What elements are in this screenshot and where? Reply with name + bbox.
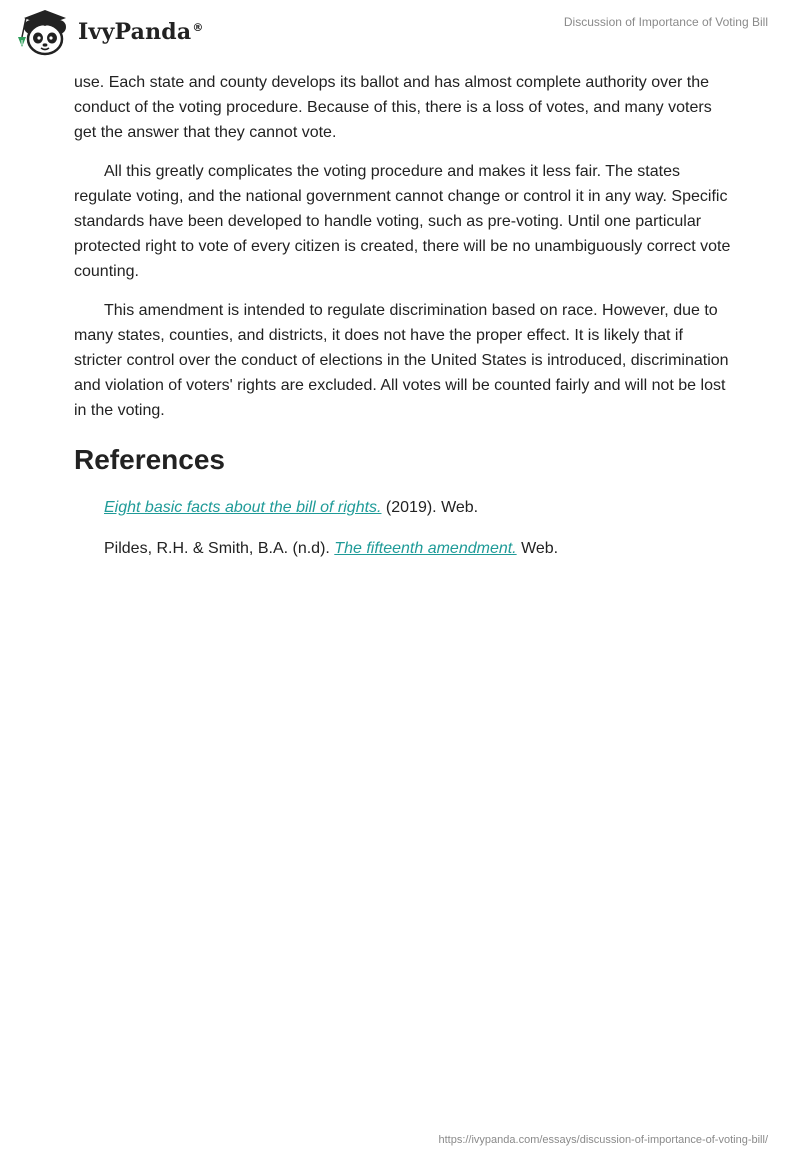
references-heading: References	[74, 444, 225, 475]
footer-url[interactable]: https://ivypanda.com/essays/discussion-of-importance-of-voting-bill/	[438, 1134, 768, 1146]
registered-mark: ®	[192, 20, 204, 34]
paragraph-continued: use. Each state and county develops its ballot and has almost complete authority over the conduct of the voting procedure. Because of this, there is a loss of votes, and many voters get the answer that they cannot vote.	[74, 74, 712, 141]
reference-suffix: Web.	[516, 540, 559, 557]
ivypanda-logo[interactable]	[14, 7, 204, 57]
paragraph: All this greatly complicates the voting procedure and makes it less fair. The states regulate voting, and the national government cannot change or control it in any way. Specific standards have been developed to handle voting, such as pre-voting. Until one particular protected right to vote of every citizen is created, there will be no unambiguously correct vote counting.	[74, 163, 731, 280]
reference-item	[104, 538, 734, 560]
page-header	[0, 0, 800, 60]
brand-name-text: IvyPanda	[78, 19, 192, 45]
reference-prefix: Pildes, R.H. & Smith, B.A. (n.d).	[104, 540, 335, 557]
reference-link[interactable]: Eight basic facts about the bill of rights.	[104, 499, 382, 516]
reference-suffix: (2019). Web.	[381, 499, 479, 516]
reference-link[interactable]: The fifteenth amendment.	[334, 540, 517, 557]
essay-content	[74, 70, 734, 579]
paragraph: This amendment is intended to regulate discrimination based on race. However, due to many states, counties, and districts, it does not have the proper effect. It is likely that if stricter control over the conduct of elections in the United States is introduced, discrimination and violation of voters' rights are excluded. All votes will be counted fairly and will not be lost in the voting.	[74, 302, 729, 419]
panda-graduation-cap-icon	[14, 7, 76, 57]
document-title: Discussion of Importance of Voting Bill	[563, 15, 768, 29]
brand-name	[78, 19, 204, 45]
reference-item	[104, 497, 734, 519]
